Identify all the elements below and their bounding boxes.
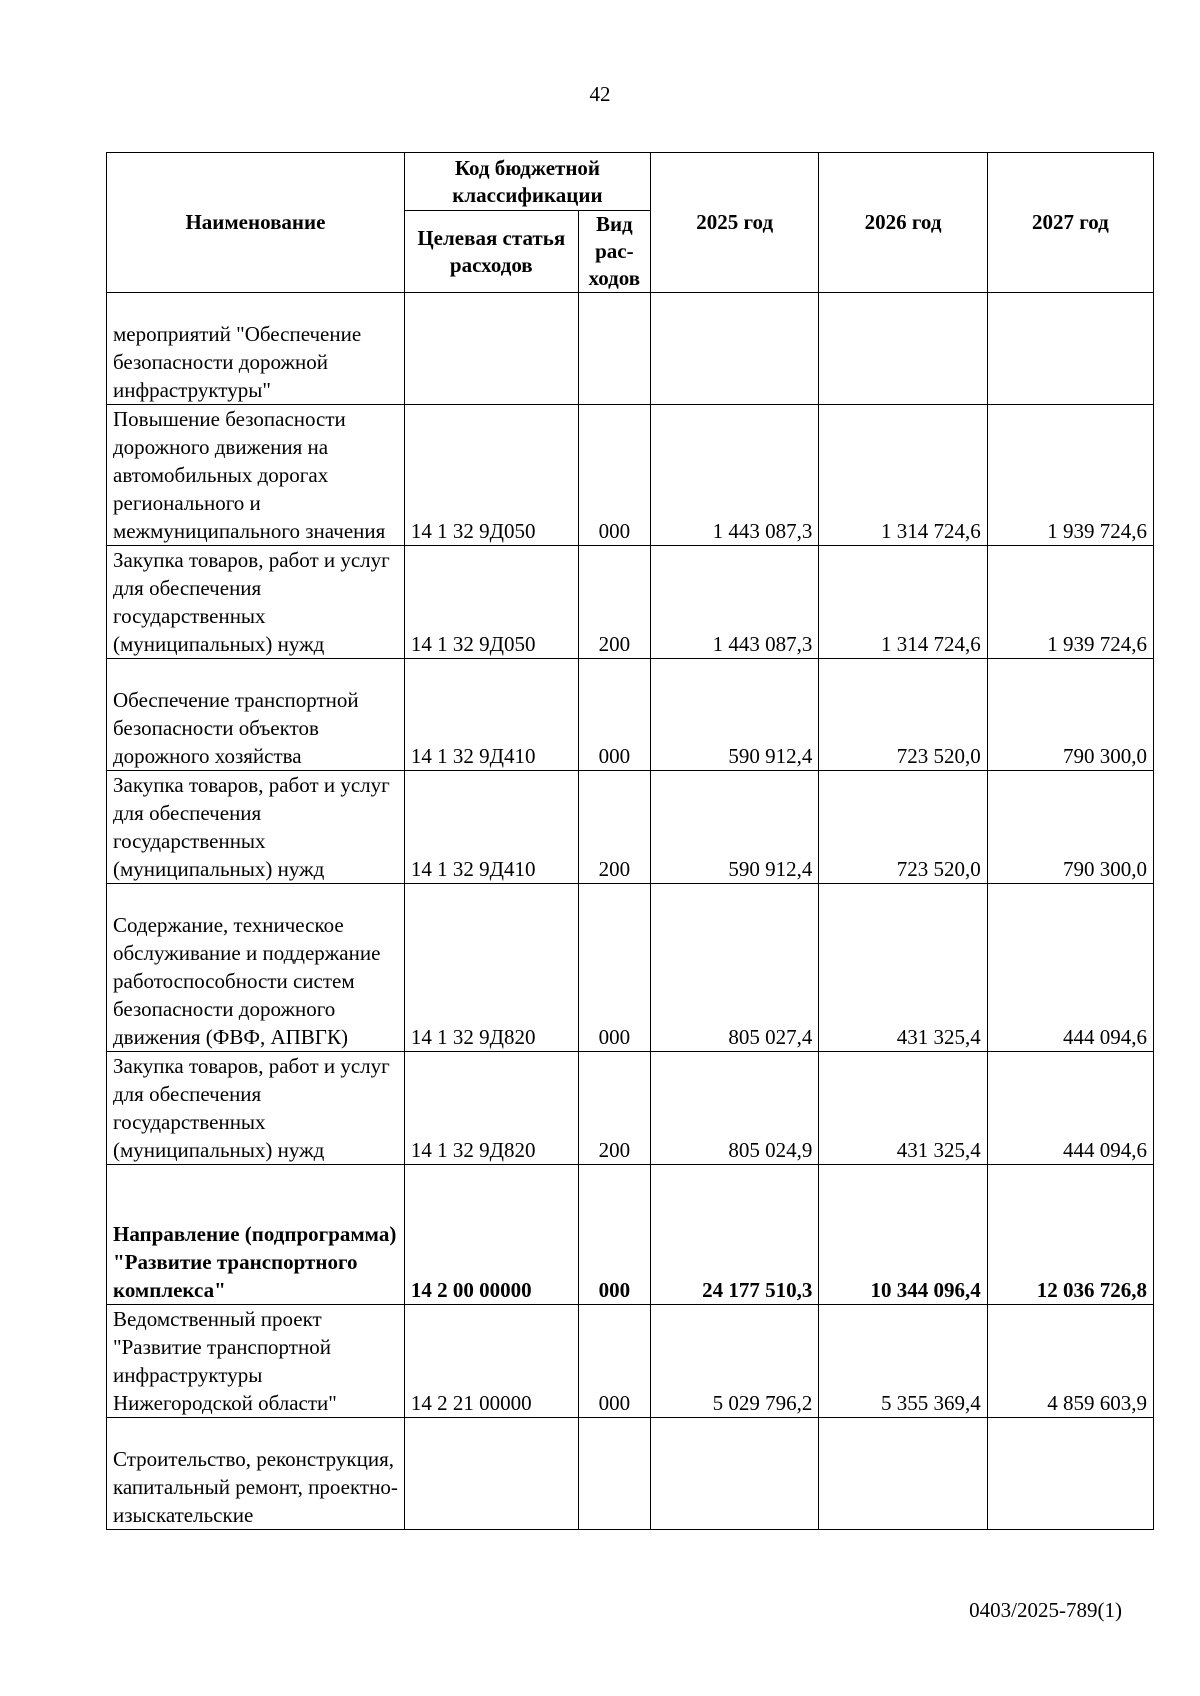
table-row <box>107 405 1154 546</box>
header-target-article: Целевая статья расходов <box>404 211 578 293</box>
row-value-2026: 431 325,4 <box>819 1052 987 1165</box>
row-value-2027 <box>987 1418 1153 1530</box>
row-value-2027: 1 939 724,6 <box>987 405 1153 546</box>
row-value-2026: 723 520,0 <box>819 659 987 771</box>
row-expense-type: 200 <box>578 546 650 659</box>
table-row <box>107 1305 1154 1418</box>
table-row <box>107 659 1154 771</box>
table-row <box>107 546 1154 659</box>
row-value-2027: 1 939 724,6 <box>987 546 1153 659</box>
row-value-2026 <box>819 293 987 405</box>
header-expense-type: Вид рас-ходов <box>578 211 650 293</box>
row-value-2025: 1 443 087,3 <box>650 546 818 659</box>
row-target-code: 14 1 32 9Д820 <box>404 884 578 1052</box>
table-row <box>107 1052 1154 1165</box>
row-value-2026: 1 314 724,6 <box>819 546 987 659</box>
row-target-code: 14 1 32 9Д050 <box>404 405 578 546</box>
row-expense-type <box>578 293 650 405</box>
row-target-code: 14 1 32 9Д820 <box>404 1052 578 1165</box>
row-name: Закупка товаров, работ и услуг для обеспечения государственных (муниципальных) нужд <box>107 771 405 884</box>
row-value-2027: 790 300,0 <box>987 659 1153 771</box>
row-expense-type: 200 <box>578 1052 650 1165</box>
header-name: Наименование <box>107 153 405 293</box>
row-expense-type: 200 <box>578 771 650 884</box>
row-value-2025: 805 027,4 <box>650 884 818 1052</box>
row-target-code: 14 1 32 9Д410 <box>404 659 578 771</box>
row-target-code <box>404 1418 578 1530</box>
row-value-2026: 723 520,0 <box>819 771 987 884</box>
row-name: Повышение безопасности дорожного движения на автомобильных дорогах регионального и межмуниципального значения <box>107 405 405 546</box>
row-target-code: 14 2 21 00000 <box>404 1305 578 1418</box>
header-kbk: Код бюджетной классификации <box>404 153 650 211</box>
row-name: Содержание, техническое обслуживание и поддержание работоспособности систем безопасности дорожного движения (ФВФ, АПВГК) <box>107 884 405 1052</box>
row-value-2026 <box>819 1418 987 1530</box>
budget-table <box>106 152 1154 1530</box>
row-value-2025: 1 443 087,3 <box>650 405 818 546</box>
row-value-2027 <box>987 293 1153 405</box>
row-target-code: 14 1 32 9Д050 <box>404 546 578 659</box>
row-expense-type: 000 <box>578 884 650 1052</box>
row-value-2027: 4 859 603,9 <box>987 1305 1153 1418</box>
row-expense-type <box>578 1418 650 1530</box>
row-expense-type: 000 <box>578 405 650 546</box>
row-value-2025: 5 029 796,2 <box>650 1305 818 1418</box>
row-target-code: 14 2 00 00000 <box>404 1165 578 1305</box>
row-value-2025: 805 024,9 <box>650 1052 818 1165</box>
row-value-2026: 1 314 724,6 <box>819 405 987 546</box>
row-value-2026: 431 325,4 <box>819 884 987 1052</box>
table-row <box>107 1418 1154 1530</box>
row-name: мероприятий "Обеспечение безопасности дорожной инфраструктуры" <box>107 293 405 405</box>
row-name: Ведомственный проект "Развитие транспортной инфраструктуры Нижегородской области" <box>107 1305 405 1418</box>
row-expense-type: 000 <box>578 1165 650 1305</box>
row-value-2027: 444 094,6 <box>987 884 1153 1052</box>
row-target-code: 14 1 32 9Д410 <box>404 771 578 884</box>
table-row <box>107 884 1154 1052</box>
row-name: Закупка товаров, работ и услуг для обеспечения государственных (муниципальных) нужд <box>107 546 405 659</box>
table-body <box>107 293 1154 1530</box>
row-value-2027: 444 094,6 <box>987 1052 1153 1165</box>
row-name: Направление (подпрограмма) "Развитие транспортного комплекса" <box>107 1165 405 1305</box>
table-row <box>107 771 1154 884</box>
row-value-2025 <box>650 293 818 405</box>
row-target-code <box>404 293 578 405</box>
header-2026: 2026 год <box>819 153 987 293</box>
row-value-2025: 590 912,4 <box>650 771 818 884</box>
table-row <box>107 293 1154 405</box>
row-value-2027: 790 300,0 <box>987 771 1153 884</box>
header-2027: 2027 год <box>987 153 1153 293</box>
row-value-2025 <box>650 1418 818 1530</box>
row-value-2026: 10 344 096,4 <box>819 1165 987 1305</box>
page-number: 42 <box>589 82 611 106</box>
row-value-2027: 12 036 726,8 <box>987 1165 1153 1305</box>
header-2025: 2025 год <box>650 153 818 293</box>
row-expense-type: 000 <box>578 659 650 771</box>
table-row <box>107 1165 1154 1305</box>
document-code: 0403/2025-789(1) <box>969 1598 1122 1622</box>
row-name: Закупка товаров, работ и услуг для обеспечения государственных (муниципальных) нужд <box>107 1052 405 1165</box>
row-value-2026: 5 355 369,4 <box>819 1305 987 1418</box>
row-name: Обеспечение транспортной безопасности объектов дорожного хозяйства <box>107 659 405 771</box>
row-name: Строительство, реконструкция, капитальный ремонт, проектно-изыскательские <box>107 1418 405 1530</box>
row-expense-type: 000 <box>578 1305 650 1418</box>
row-value-2025: 590 912,4 <box>650 659 818 771</box>
row-value-2025: 24 177 510,3 <box>650 1165 818 1305</box>
